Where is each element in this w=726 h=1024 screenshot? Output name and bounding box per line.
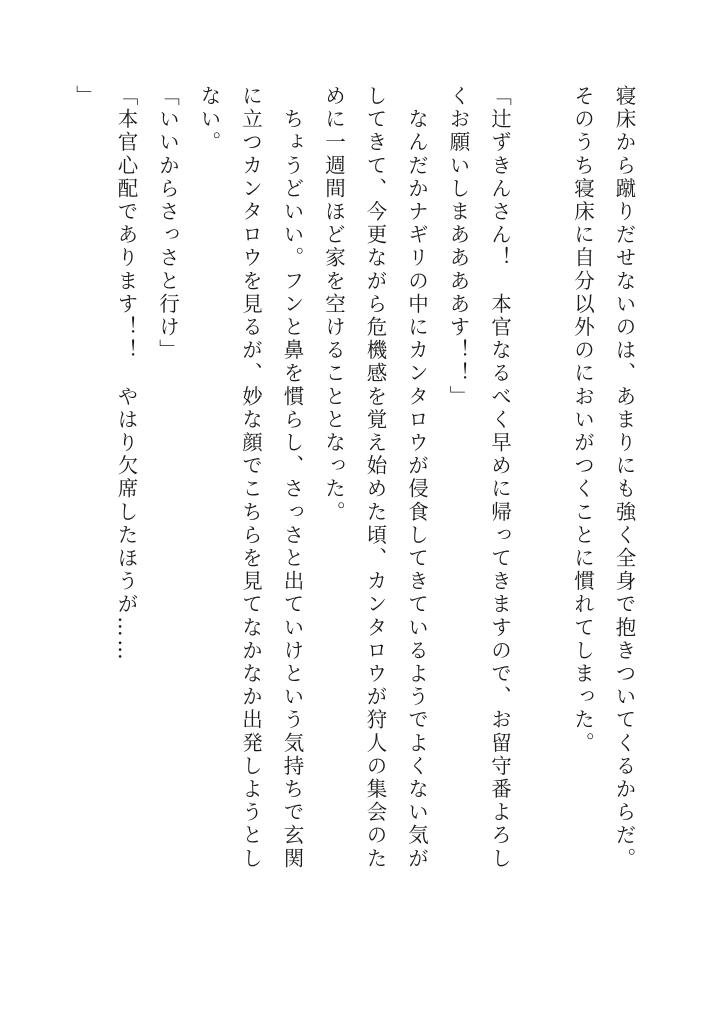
text-line: ない。 [197, 85, 221, 155]
text-line: してきて、今更ながら危機感を覚え始めた頃、カンタロウが狩人の集会のた [363, 85, 387, 871]
text-line: くお願いしまああああす！！」 [446, 85, 470, 409]
text-line: ちょうどいい。フンと鼻を慣らし、さっさと出ていけという気持ちで玄関 [280, 85, 304, 871]
text-line: 「本官心配であります！！ やはり欠席したほうが…… [114, 85, 138, 663]
text-line: 「辻ずきんさん！ 本官なるべく早めに帰ってきますので、お留守番よろし [487, 85, 512, 871]
text-line: なんだかナギリの中にカンタロウが侵食してきているようでよくない気が [404, 85, 429, 871]
text-line: 「いいからさっさと行け」 [155, 85, 180, 363]
paragraph-gap [520, 85, 562, 965]
text-line: そのうち寝床に自分以外のにおいがつくことに慣れてしまった。 [570, 85, 595, 755]
text-line: 寝床から蹴りだせないのは、あまりにも強く全身で抱きついてくるからだ。 [612, 85, 636, 871]
text-line: に立つカンタロウを見るが、妙な顔でこちらを見てなかなか出発しようとし [238, 85, 263, 871]
text-line: めに一週間ほど家を空けることとなった。 [321, 85, 346, 524]
vertical-text-body [63, 85, 644, 965]
text-line: 」 [72, 85, 97, 109]
